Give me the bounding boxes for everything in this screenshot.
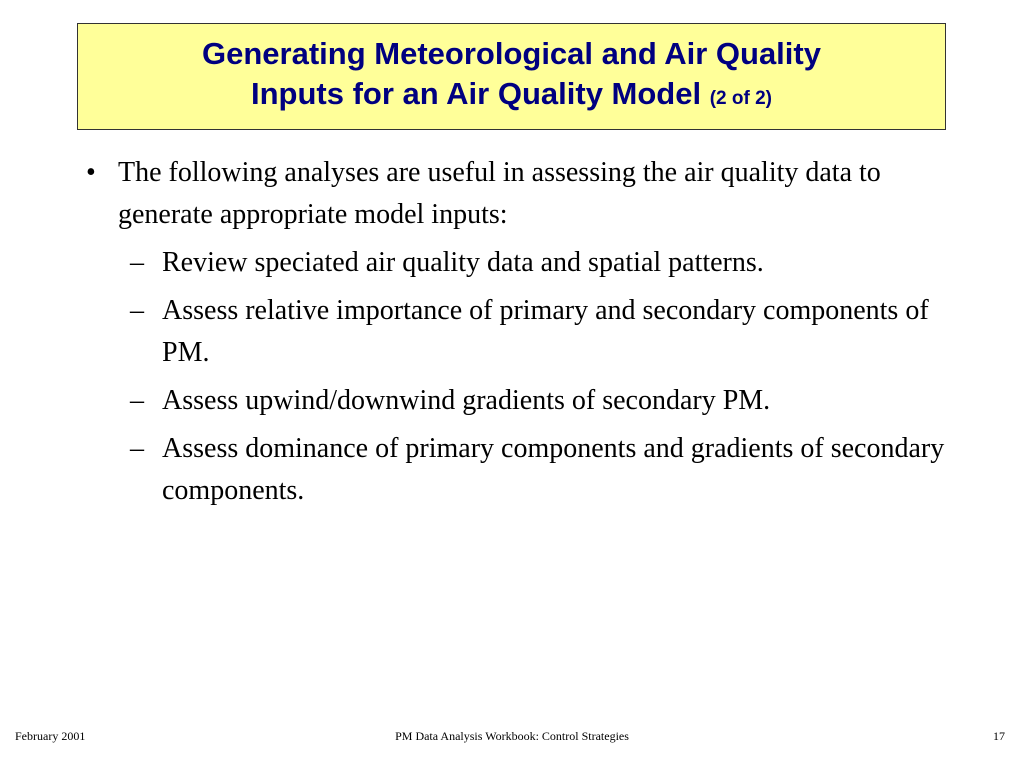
sub-bullet-text: Assess upwind/downwind gradients of secondary PM. <box>162 385 771 416</box>
footer-page-number: 17 <box>993 729 1005 743</box>
sub-bullet-text: Assess dominance of primary components and gradients of secondary components. <box>162 433 945 506</box>
sub-bullet <box>86 290 946 374</box>
main-bullet-text: The following analyses are useful in assessing the air quality data to generate appropriate model inputs: <box>118 157 881 230</box>
footer-date: February 2001 <box>15 729 86 743</box>
sub-bullet-text: Review speciated air quality data and spatial patterns. <box>162 247 764 278</box>
footer-title: PM Data Analysis Workbook: Control Strategies <box>395 729 629 743</box>
slide-body <box>86 152 946 512</box>
sub-bullet-list <box>86 242 946 512</box>
bullet-marker: • <box>86 157 96 188</box>
slide-title-line-1: Generating Meteorological and Air Quality <box>202 36 821 71</box>
main-bullet <box>86 152 946 236</box>
sub-bullet <box>86 428 946 512</box>
slide-title-suffix: (2 of 2) <box>709 88 772 109</box>
title-box <box>77 23 946 130</box>
sub-bullet <box>86 380 946 422</box>
slide-title-line-2 <box>251 74 772 119</box>
sub-bullet-marker: – <box>130 433 144 464</box>
sub-bullet-marker: – <box>130 295 144 326</box>
sub-bullet <box>86 242 946 284</box>
sub-bullet-marker: – <box>130 247 144 278</box>
sub-bullet-text: Assess relative importance of primary and secondary components of PM. <box>162 295 929 368</box>
sub-bullet-marker: – <box>130 385 144 416</box>
slide-title-text: Inputs for an Air Quality Model <box>251 76 702 111</box>
